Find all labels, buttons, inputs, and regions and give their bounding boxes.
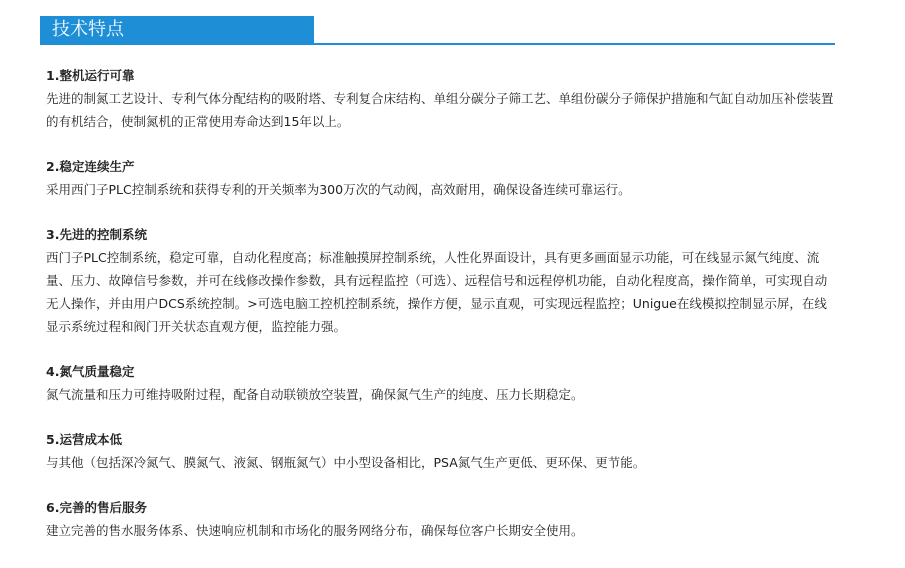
feature-title: 1.整机运行可靠	[46, 68, 135, 83]
feature-section-continuous-production	[46, 155, 836, 201]
feature-title: 6.完善的售后服务	[46, 500, 147, 515]
section-header-bar	[40, 16, 314, 44]
feature-description: 氮气流量和压力可维持吸附过程，配备自动联锁放空装置，确保氮气生产的纯度、压力长期稳定。	[46, 387, 584, 402]
header-divider	[40, 43, 835, 45]
feature-description: 与其他（包括深冷氮气、膜氮气、液氮、钢瓶氮气）中小型设备相比，PSA氮气生产更低、更环保、更节能。	[46, 455, 646, 470]
feature-section-reliability	[46, 64, 836, 133]
feature-title: 3.先进的控制系统	[46, 227, 147, 242]
feature-description: 采用西门子PLC控制系统和获得专利的开关频率为300万次的气动阀，高效耐用，确保设备连续可靠运行。	[46, 182, 631, 197]
feature-section-after-sales	[46, 496, 836, 542]
feature-title: 4.氮气质量稳定	[46, 364, 135, 379]
feature-title: 5.运营成本低	[46, 432, 122, 447]
feature-section-control-system	[46, 223, 836, 338]
page-title: 技术特点	[52, 19, 124, 40]
feature-section-nitrogen-quality	[46, 360, 836, 406]
features-list	[46, 64, 836, 564]
feature-title: 2.稳定连续生产	[46, 159, 135, 174]
feature-description: 建立完善的售水服务体系、快速响应机制和市场化的服务网络分布，确保每位客户长期安全使用。	[46, 523, 584, 538]
feature-description: 先进的制氮工艺设计、专利气体分配结构的吸附塔、专利复合床结构、单组分碳分子筛工艺、单组份碳分子筛保护措施和气缸自动加压补偿装置的有机结合，使制氮机的正常使用寿命达到15年以上。	[46, 91, 834, 129]
feature-description: 西门子PLC控制系统，稳定可靠，自动化程度高；标准触摸屏控制系统，人性化界面设计，具有更多画面显示功能，可在线显示氮气纯度、流量、压力、故障信号参数，并可在线修改操作参数，具有远程监控（可选）、远程信号和远程停机功能，自动化程度高，操作简单，可实现自动无人操作，并由用户DCS系统控制。>可选电脑工控机控制系统，操作方便，显示直观，可实现远程监控；Unigue在线模拟控制显示屏，在线显示系统过程和阀门开关状态直观方便，监控能力强。	[46, 250, 828, 334]
feature-section-low-cost	[46, 428, 836, 474]
